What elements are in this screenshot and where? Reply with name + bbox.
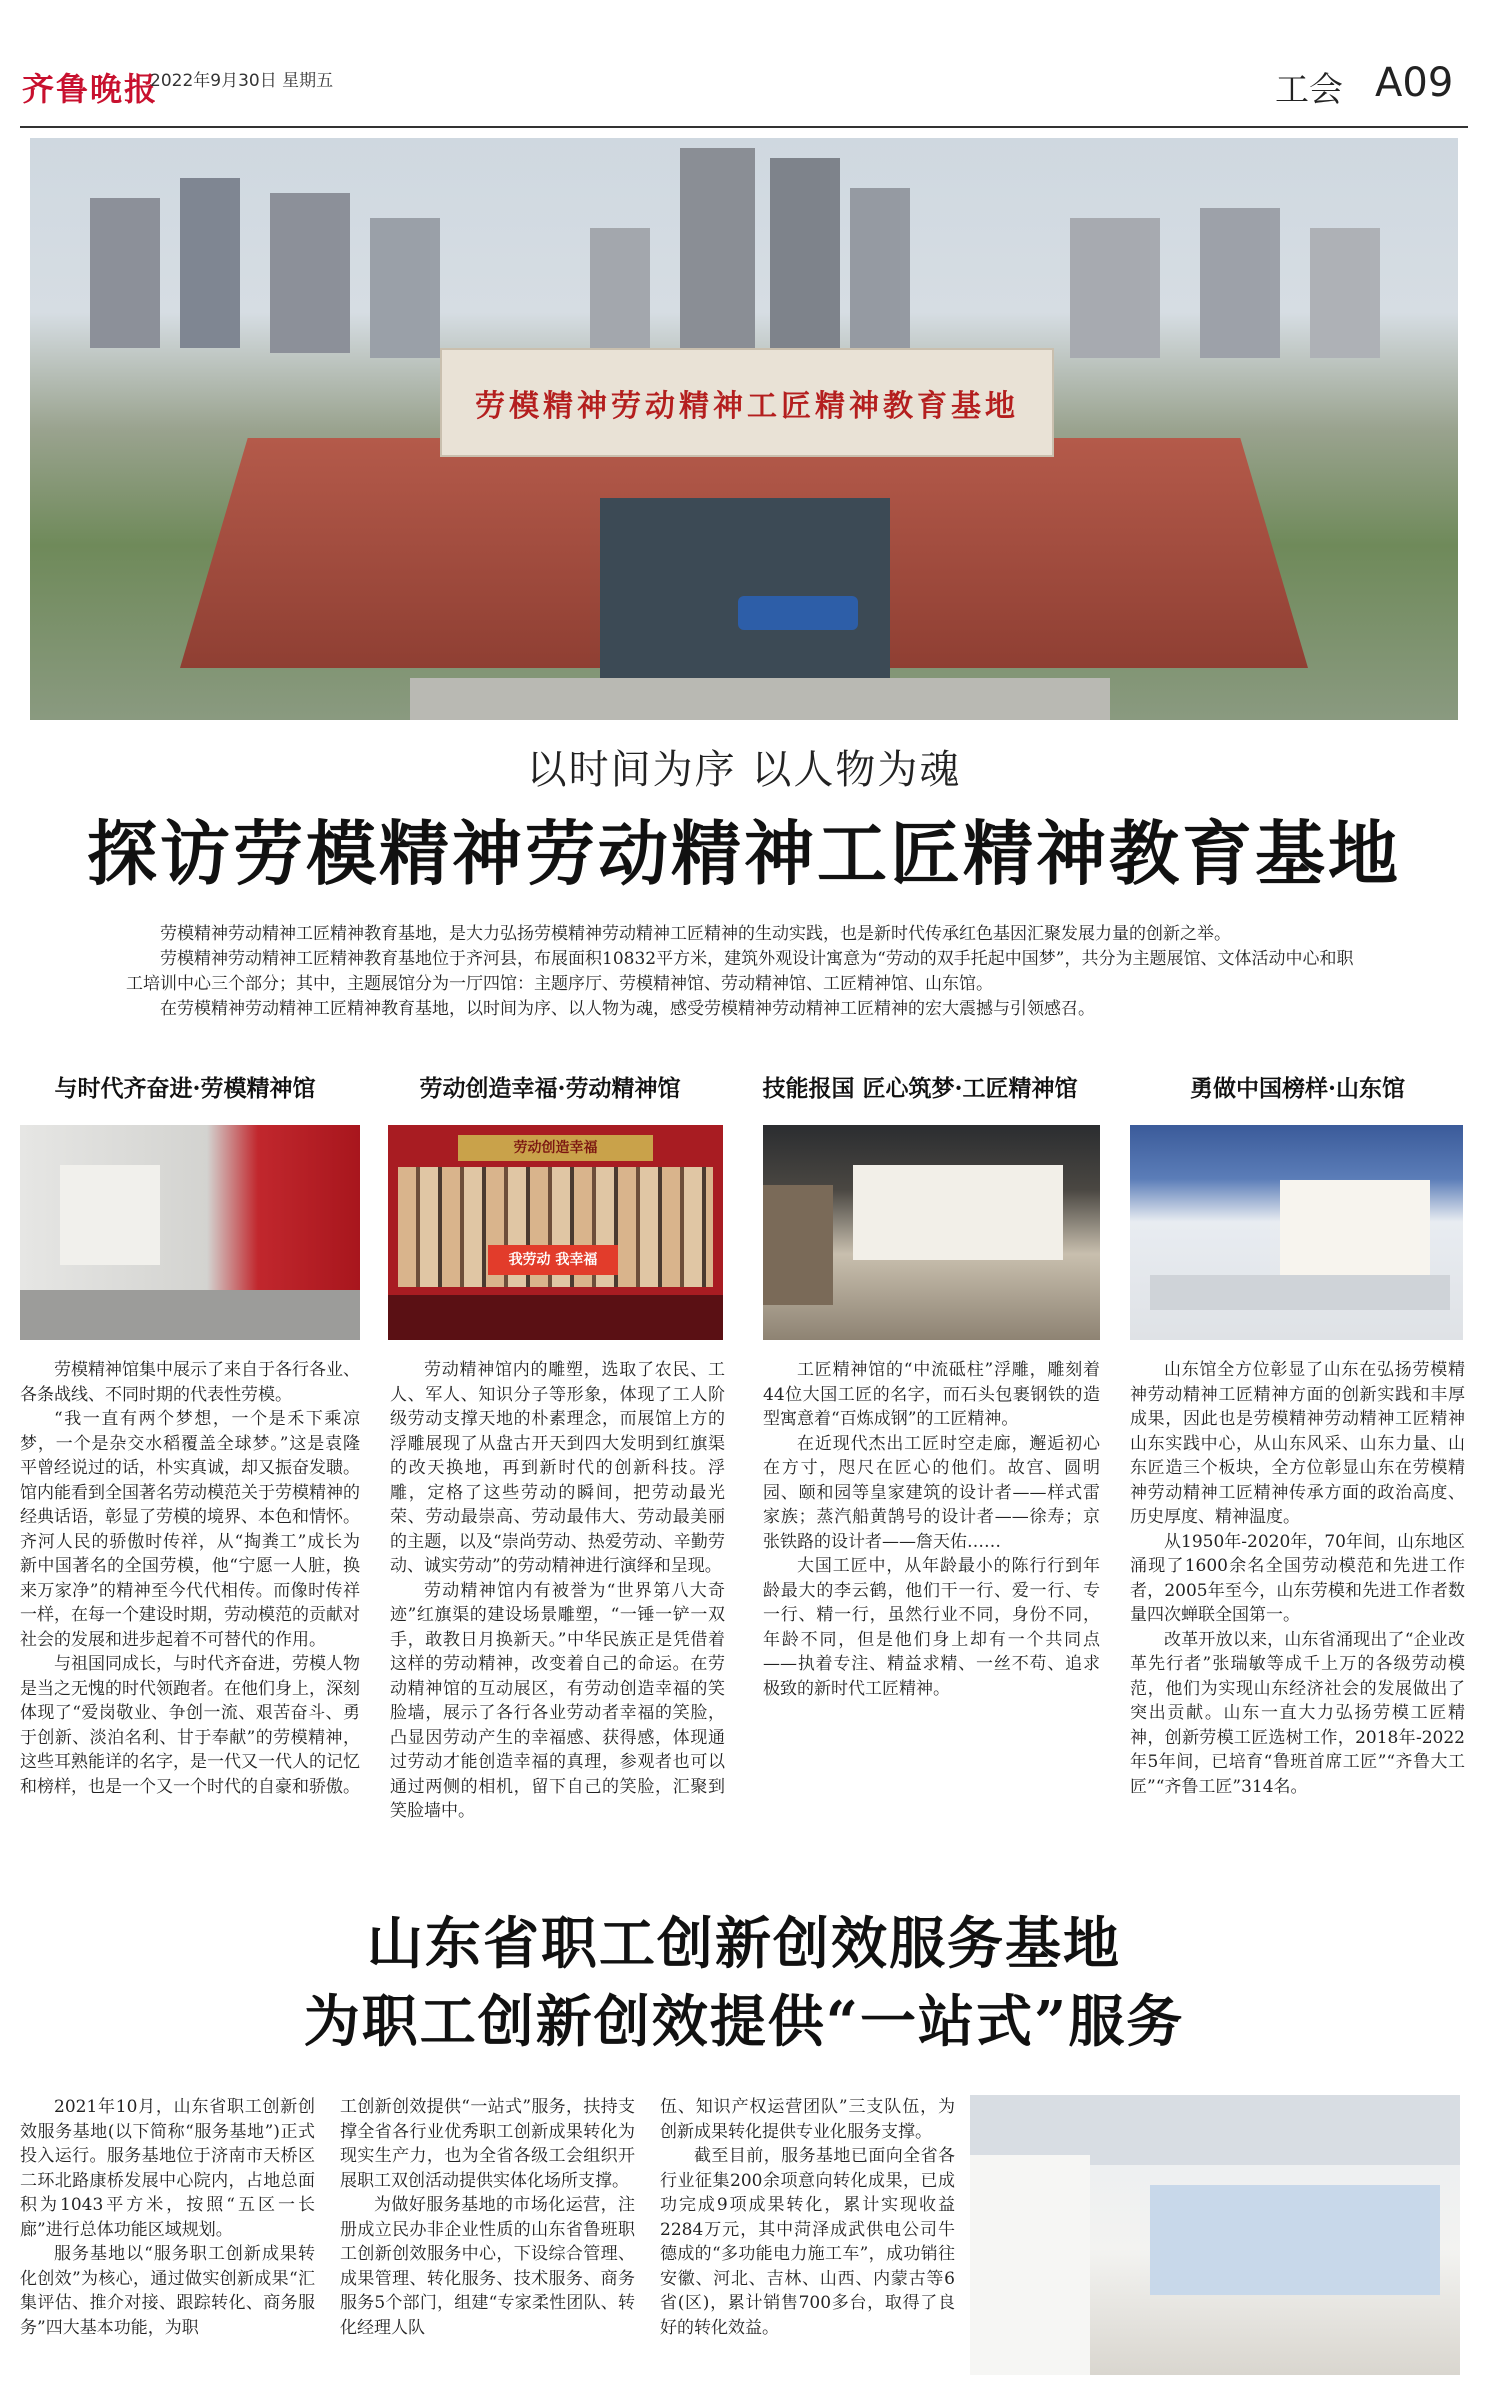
column-title-model-worker-hall: 与时代齐奋进·劳模精神馆 bbox=[54, 1075, 316, 1102]
paragraph: 2021年10月，山东省职工创新创效服务基地(以下简称“服务基地”)正式投入运行。服务基地位于济南市天桥区二环北路康桥发展中心院内，占地总面积为1043平方米，按照“五区一长廊”进行总体功能区域规划。 bbox=[20, 2097, 315, 2240]
article-title: 探访劳模精神劳动精神工匠精神教育基地 bbox=[87, 812, 1401, 895]
column-text-labor-hall bbox=[390, 1358, 725, 1824]
paragraph: 山东馆全方位彰显了山东在弘扬劳模精神劳动精神工匠精神方面的创新实践和丰厚成果，因此也是劳模精神劳动精神工匠精神山东实践中心，从山东风采、山东力量、山东匠造三个板块，全方位彰显山东在劳模精神劳动精神工匠精神传承方面的政治高度、历史厚度、精神温度。 bbox=[1130, 1360, 1465, 1527]
page-number: A09 bbox=[1375, 60, 1454, 106]
intro-paragraph: 在劳模精神劳动精神工匠精神教育基地，以时间为序、以人物为魂，感受劳模精神劳动精神工匠精神的宏大震撼与引领感召。 bbox=[160, 999, 1095, 1019]
hall-sign bbox=[440, 348, 1054, 457]
paragraph: 与祖国同成长，与时代齐奋进，劳模人物是当之无愧的时代领跑者。在他们身上，深刻体现了“爱岗敬业、争创一流、艰苦奋斗、勇于创新、淡泊名利、甘于奉献”的劳模精神，这些耳熟能详的名字，是一代又一代人的记忆和榜样，也是一个又一个时代的自豪和骄傲。 bbox=[20, 1654, 360, 1797]
paragraph: 服务基地以“服务职工创新成果转化创效”为核心，通过做实创新成果“汇集评估、推介对接、跟踪转化、商务服务”四大基本功能，为职 bbox=[20, 2244, 315, 2338]
paragraph: 伍、知识产权运营团队”三支队伍，为创新成果转化提供专业化服务支撑。 bbox=[660, 2097, 955, 2142]
photo-banner: 劳动创造幸福 bbox=[458, 1135, 653, 1161]
paragraph: 工匠精神馆的“中流砥柱”浮雕，雕刻着44位大国工匠的名字，而石头包裹钢铁的造型寓意着“百炼成钢”的工匠精神。 bbox=[763, 1360, 1100, 1429]
paragraph: 劳模精神馆集中展示了来自于各行各业、各条战线、不同时期的代表性劳模。 bbox=[20, 1360, 360, 1405]
column-text-shandong-hall bbox=[1130, 1358, 1465, 1799]
paragraph: “我一直有两个梦想，一个是禾下乘凉梦，一个是杂交水稻覆盖全球梦。”这是袁隆平曾经说过的话，朴实真诚，却又振奋发聩。馆内能看到全国著名劳动模范关于劳模精神的经典话语，彰显了劳模的境界、本色和情怀。齐河人民的骄傲时传祥，从“掏粪工”成长为新中国著名的全国劳模，他“宁愿一人脏，换来万家净”的精神至今代代相传。而像时传祥一样，在每一个建设时期，劳动模范的贡献对社会的发展和进步起着不可替代的作用。 bbox=[20, 1409, 360, 1650]
section-name: 工会 bbox=[1275, 70, 1343, 110]
plaza bbox=[410, 678, 1110, 720]
column-text-model-worker-hall bbox=[20, 1358, 360, 1799]
column-text-craftsman-hall bbox=[763, 1358, 1100, 1701]
paragraph: 劳动精神馆内的雕塑，选取了农民、工人、军人、知识分子等形象，体现了工人阶级劳动支撑天地的朴素理念，而展馆上方的浮雕展现了从盘古开天到四大发明到红旗渠的改天换地，再到新时代的创新科技。浮雕，定格了这些劳动的瞬间，把劳动最光荣、劳动最崇高、劳动最伟大、劳动最美丽的主题，以及“崇尚劳动、热爱劳动、辛勤劳动、诚实劳动”的劳动精神进行演绎和呈现。 bbox=[390, 1360, 725, 1576]
article2-title-line2: 为职工创新创效提供“一站式”服务 bbox=[303, 1989, 1185, 2055]
column-title-labor-hall: 劳动创造幸福·劳动精神馆 bbox=[419, 1075, 681, 1102]
photo-service-base-interior bbox=[970, 2095, 1460, 2375]
article2-column-2 bbox=[340, 2095, 635, 2340]
photo-shandong-hall bbox=[1130, 1125, 1463, 1340]
hero-photo-education-base bbox=[30, 138, 1458, 720]
paragraph: 为做好服务基地的市场化运营，注册成立民办非企业性质的山东省鲁班职工创新创效服务中心，下设综合管理、成果管理、转化服务、技术服务、商务服务5个部门，组建“专家柔性团队、转化经理人队 bbox=[340, 2195, 635, 2338]
paragraph: 大国工匠中，从年龄最小的陈行行到年龄最大的李云鹤，他们干一行、爱一行、专一行、精一行，虽然行业不同，身份不同，年龄不同，但是他们身上却有一个共同点——执着专注、精益求精、一丝不苟、追求极致的新时代工匠精神。 bbox=[763, 1556, 1100, 1699]
column-title-shandong-hall: 勇做中国榜样·山东馆 bbox=[1189, 1075, 1405, 1102]
intro-paragraph: 劳模精神劳动精神工匠精神教育基地，是大力弘扬劳模精神劳动精神工匠精神的生动实践，也是新时代传承红色基因汇聚发展力量的创新之举。 bbox=[160, 924, 1231, 944]
paragraph: 改革开放以来，山东省涌现出了“企业改革先行者”张瑞敏等成千上万的各级劳动模范，他们为实现山东经济社会的发展做出了突出贡献。山东一直大力弘扬劳模工匠精神，创新劳模工匠选树工作，2018年-2022年5年间，已培育“鲁班首席工匠”“齐鲁大工匠”“齐鲁工匠”314名。 bbox=[1130, 1629, 1465, 1797]
photo-craftsman-hall bbox=[763, 1125, 1100, 1340]
article-intro bbox=[126, 922, 1366, 1022]
paragraph: 在近现代杰出工匠时空走廊，邂逅初心在方寸，咫尺在匠心的他们。故宫、圆明园、颐和园等皇家建筑的设计者——样式雷家族；蒸汽船黄鹄号的设计者——徐寿；京张铁路的设计者——詹天佑…… bbox=[763, 1433, 1100, 1552]
photo-model-worker-hall bbox=[20, 1125, 360, 1340]
intro-paragraph: 劳模精神劳动精神工匠精神教育基地位于齐河县，布展面积10832平方米，建筑外观设计寓意为“劳动的双手托起中国梦”，共分为主题展馆、文体活动中心和职工培训中心三个部分；其中，主题展馆分为一厅四馆：主题序厅、劳模精神馆、劳动精神馆、工匠精神馆、山东馆。 bbox=[126, 949, 1354, 994]
hall-sign-text: 劳模精神劳动精神工匠精神教育基地 bbox=[475, 388, 1019, 424]
paragraph: 截至目前，服务基地已面向全省各行业征集200余项意向转化成果，已成功完成9项成果转化，累计实现收益2284万元，其中菏泽成武供电公司牛德成的“多功能电力施工车”，成功销往安徽、河北、吉林、山西、内蒙古等6省(区)，累计销售700多台，取得了良好的转化效益。 bbox=[660, 2146, 955, 2338]
paragraph: 从1950年-2020年，70年间，山东地区涌现了1600余名全国劳动模范和先进工作者，2005年至今，山东劳模和先进工作者数量四次蝉联全国第一。 bbox=[1130, 1531, 1465, 1625]
paragraph: 工创新创效提供“一站式”服务，扶持支撑全省各行业优秀职工创新成果转化为现实生产力，也为全省各级工会组织开展职工双创活动提供实体化场所支撑。 bbox=[340, 2097, 635, 2191]
article-subtitle: 以时间为序 以人物为魂 bbox=[526, 747, 962, 793]
masthead-logo: 齐鲁晚报 bbox=[22, 70, 159, 108]
photo-labor-hall bbox=[388, 1125, 723, 1340]
column-title-craftsman-hall: 技能报国 匠心筑梦·工匠精神馆 bbox=[762, 1075, 1078, 1102]
header-divider bbox=[20, 126, 1468, 128]
article2-column-1 bbox=[20, 2095, 315, 2340]
article2-title-line1: 山东省职工创新创效服务基地 bbox=[367, 1911, 1121, 1977]
bus bbox=[738, 596, 858, 630]
paragraph: 劳动精神馆内有被誉为“世界第八大奇迹”红旗渠的建设场景雕塑，“一锤一铲一双手，敢教日月换新天。”中华民族正是凭借着这样的劳动精神，改变着自己的命运。在劳动精神馆的互动展区，有劳动创造幸福的笑脸墙，展示了各行各业劳动者幸福的笑脸，凸显因劳动产生的幸福感、获得感，体现通过劳动才能创造幸福的真理，参观者也可以通过两侧的相机，留下自己的笑脸，汇聚到笑脸墙中。 bbox=[390, 1580, 725, 1821]
article2-column-3 bbox=[660, 2095, 955, 2340]
issue-date: 2022年9月30日 星期五 bbox=[150, 71, 334, 91]
photo-board: 我劳动 我幸福 bbox=[488, 1245, 618, 1275]
